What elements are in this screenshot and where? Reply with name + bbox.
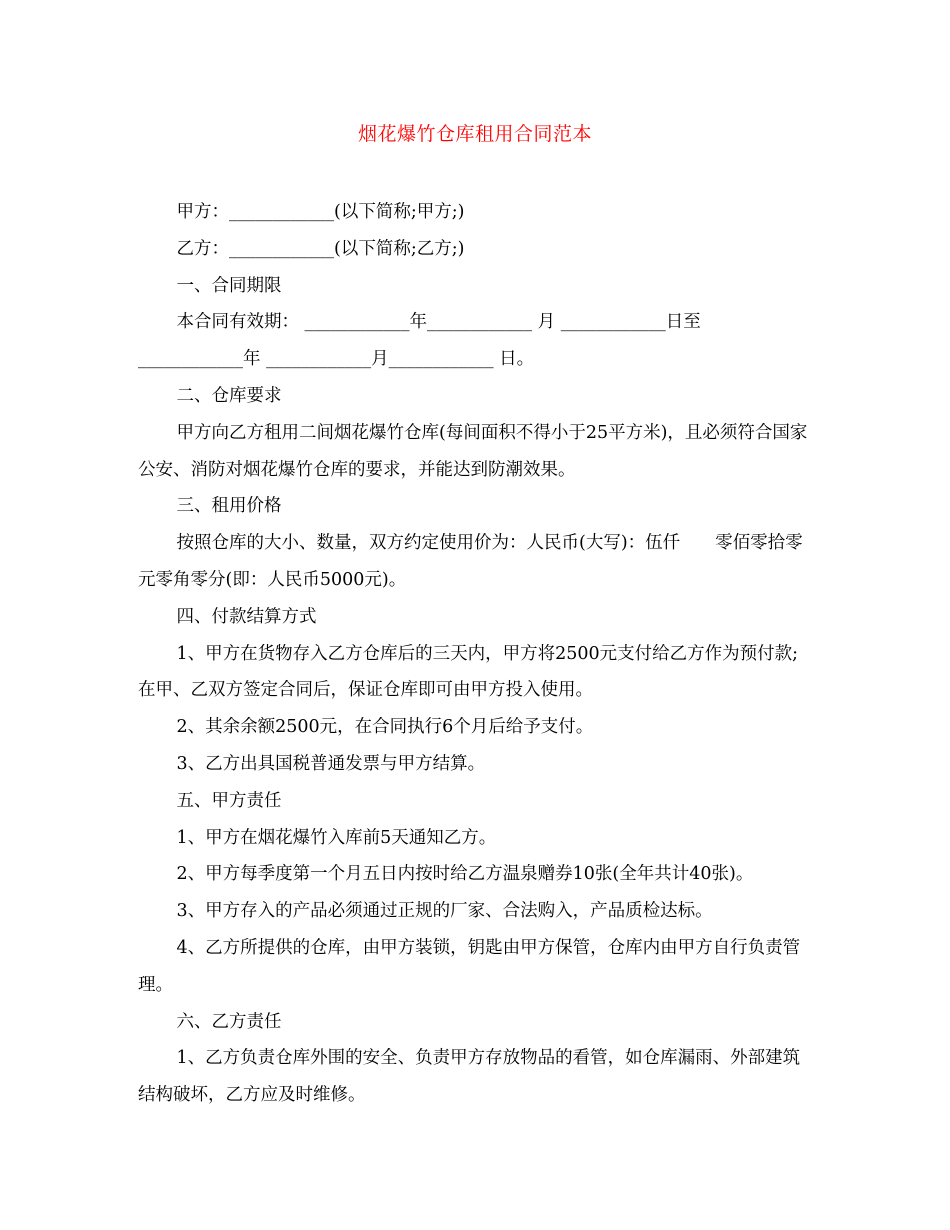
paragraph-party-b-duty-1: 1、乙方负责仓库外围的安全、负责甲方存放物品的看管，如仓库漏雨、外部建筑结构破坏，乙方应及时维修。 (138, 1048, 801, 1106)
paragraph-party-a-duty-3: 3、甲方存入的产品必须通过正规的厂家、合法购入，产品质检达标。 (176, 901, 713, 922)
section-heading-party-b-duties: 六、乙方责任 (176, 1011, 282, 1032)
paragraph-party-a-duty-1: 1、甲方在烟花爆竹入库前5天通知乙方。 (176, 827, 497, 848)
party-b-line: 乙方：____________(以下简称;乙方;) (176, 238, 465, 259)
section-heading-party-a-duties: 五、甲方责任 (176, 790, 282, 811)
document-body (138, 194, 814, 1114)
section-heading-price: 三、租用价格 (176, 496, 282, 517)
term-line-1: 本合同有效期： ____________年____________ 月 ____________日至 (176, 312, 701, 333)
paragraph-price: 按照仓库的大小、数量，双方约定使用价为：人民币(大写)：伍仟 零佰零拾零元零角零分(即：人民币5000元)。 (138, 533, 803, 590)
term-line-2: ____________年 ____________月____________ 日。 (138, 349, 535, 370)
paragraph-party-a-duty-2: 2、甲方每季度第一个月五日内按时给乙方温泉赠券10张(全年共计40张)。 (176, 864, 754, 885)
paragraph-payment-3: 3、乙方出具国税普通发票与甲方结算。 (176, 753, 486, 774)
party-a-line: 甲方：____________(以下简称;甲方;) (176, 202, 465, 222)
paragraph-warehouse-requirements: 甲方向乙方租用二间烟花爆竹仓库(每间面积不得小于25平方米)，且必须符合国家公安、消防对烟花爆竹仓库的要求，并能达到防潮效果。 (138, 422, 808, 480)
paragraph-party-a-duty-4: 4、乙方所提供的仓库，由甲方装锁，钥匙由甲方保管，仓库内由甲方自行负责管理。 (138, 937, 801, 995)
section-heading-payment: 四、付款结算方式 (176, 606, 317, 627)
section-heading-warehouse: 二、仓库要求 (176, 385, 282, 406)
document-title: 烟花爆竹仓库租用合同范本 (357, 123, 592, 145)
section-heading-term: 一、合同期限 (176, 275, 282, 296)
paragraph-payment-1: 1、甲方在货物存入乙方仓库后的三天内，甲方将2500元支付给乙方作为预付款;在甲、乙双方签定合同后，保证仓库即可由甲方投入使用。 (138, 643, 799, 701)
paragraph-payment-2: 2、其余余额2500元，在合同执行6个月后给予支付。 (176, 717, 594, 738)
